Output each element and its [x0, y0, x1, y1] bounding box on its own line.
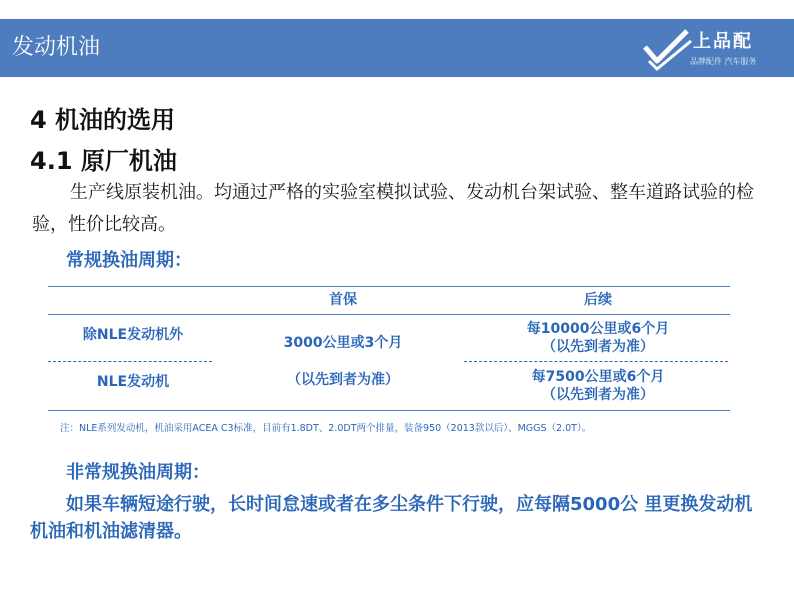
table-top-rule — [48, 286, 730, 287]
irregular-interval-text — [30, 491, 770, 545]
regular-interval-title: 常规换油周期： — [66, 250, 192, 271]
row-label-non-nle: 除NLE发动机外 — [82, 327, 184, 343]
irregular-body: 如果车辆短途行驶，长时间怠速或者在多尘条件下行驶，应每隔5000公 里更换发动机机油和机油滤清器。 — [30, 494, 753, 542]
irregular-interval-title: 非常规换油周期： — [66, 462, 210, 483]
logo-subtext: 品牌配件 汽车服务 — [690, 57, 757, 66]
row-first-non-nle: 3000公里或3个月 — [283, 335, 403, 351]
row-divider-left — [48, 361, 212, 362]
row-later-line2-nle: （以先到者为准） — [542, 387, 654, 403]
brand-logo — [643, 23, 783, 75]
header-subsequent: 后续 — [584, 292, 612, 308]
section-heading: 4 机油的选用 — [30, 106, 176, 134]
row-later-line2-non-nle: （以先到者为准） — [542, 339, 654, 355]
check-mark-icon — [643, 27, 693, 73]
intro-paragraph: 生产线原装机油。均通过严格的实验室模拟试验、发动机台架试验、整车道路试验的检验，性价比较高。 — [32, 182, 754, 235]
row-divider-right — [464, 361, 728, 362]
row-later-line1-nle: 每7500公里或6个月 — [531, 369, 665, 385]
header-first-service: 首保 — [329, 292, 357, 308]
row-first-nle: （以先到者为准） — [287, 372, 399, 388]
row-later-line1-non-nle: 每10000公里或6个月 — [526, 321, 670, 337]
table-bottom-rule — [48, 410, 730, 411]
header-bar — [0, 19, 794, 77]
table-footnote: 注：NLE系列发动机，机油采用ACEA C3标准，目前有1.8DT、2.0DT两个排量，装备950（2013款以后）、MGGS（2.0T）。 — [60, 423, 592, 434]
table-header-rule — [48, 314, 730, 315]
section-subheading: 4.1 原厂机油 — [30, 147, 177, 175]
page-title: 发动机油 — [12, 35, 101, 60]
logo-text: 上品配 — [693, 31, 753, 52]
row-label-nle: NLE发动机 — [96, 374, 170, 390]
